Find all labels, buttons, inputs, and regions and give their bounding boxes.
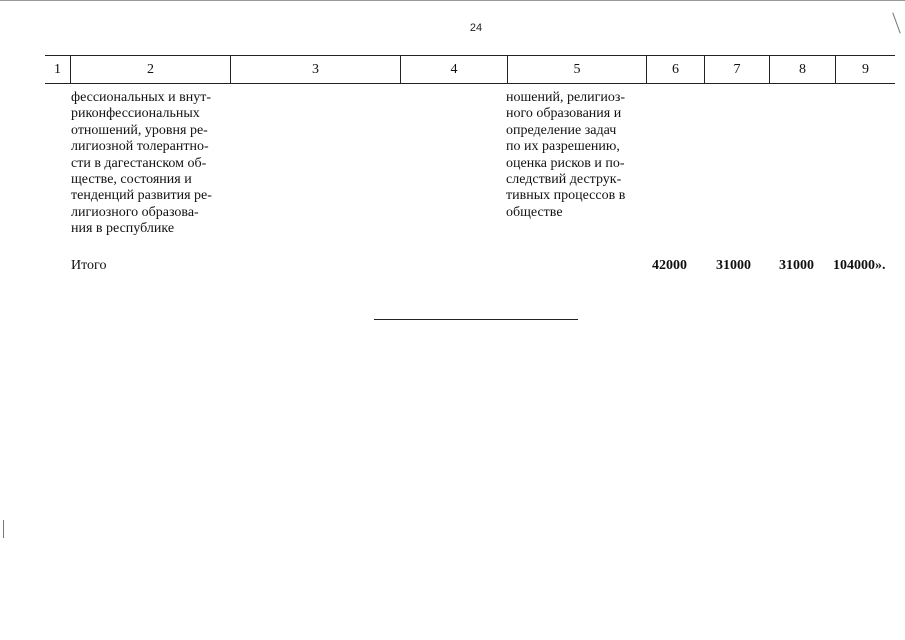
column-header-8: 8 [770, 56, 836, 84]
scan-artifact-mark [3, 520, 4, 538]
column-2-continuation-text: фессиональных и внут- риконфессиональных отношений, уровня ре- лигиозной толерантно- сти в дагестанском об- ществе, состояния и тенденций развития ре- лигиозного образова- ния в республике [71, 90, 212, 237]
column-header-9: 9 [836, 56, 896, 84]
column-header-3: 3 [231, 56, 401, 84]
column-header-5: 5 [508, 56, 647, 84]
total-column-7: 31000 [716, 258, 751, 273]
column-header-1: 1 [45, 56, 71, 84]
page-top-edge [0, 0, 905, 2]
column-header-7: 7 [705, 56, 770, 84]
total-row-label: Итого [71, 258, 107, 273]
total-column-8: 31000 [779, 258, 814, 273]
page-number: 24 [469, 22, 483, 34]
column-header-2: 2 [71, 56, 231, 84]
column-5-continuation-text: ношений, религиоз- ного образования и определение задач по их разрешению, оценка рисков и по- следствий деструк- тивных процессов в обществе [506, 90, 626, 220]
column-number-header-row [45, 55, 895, 84]
total-column-9: 104000». [833, 258, 886, 273]
column-header-6: 6 [647, 56, 705, 84]
end-of-document-rule [374, 319, 578, 320]
column-header-4: 4 [401, 56, 508, 84]
total-column-6: 42000 [652, 258, 687, 273]
